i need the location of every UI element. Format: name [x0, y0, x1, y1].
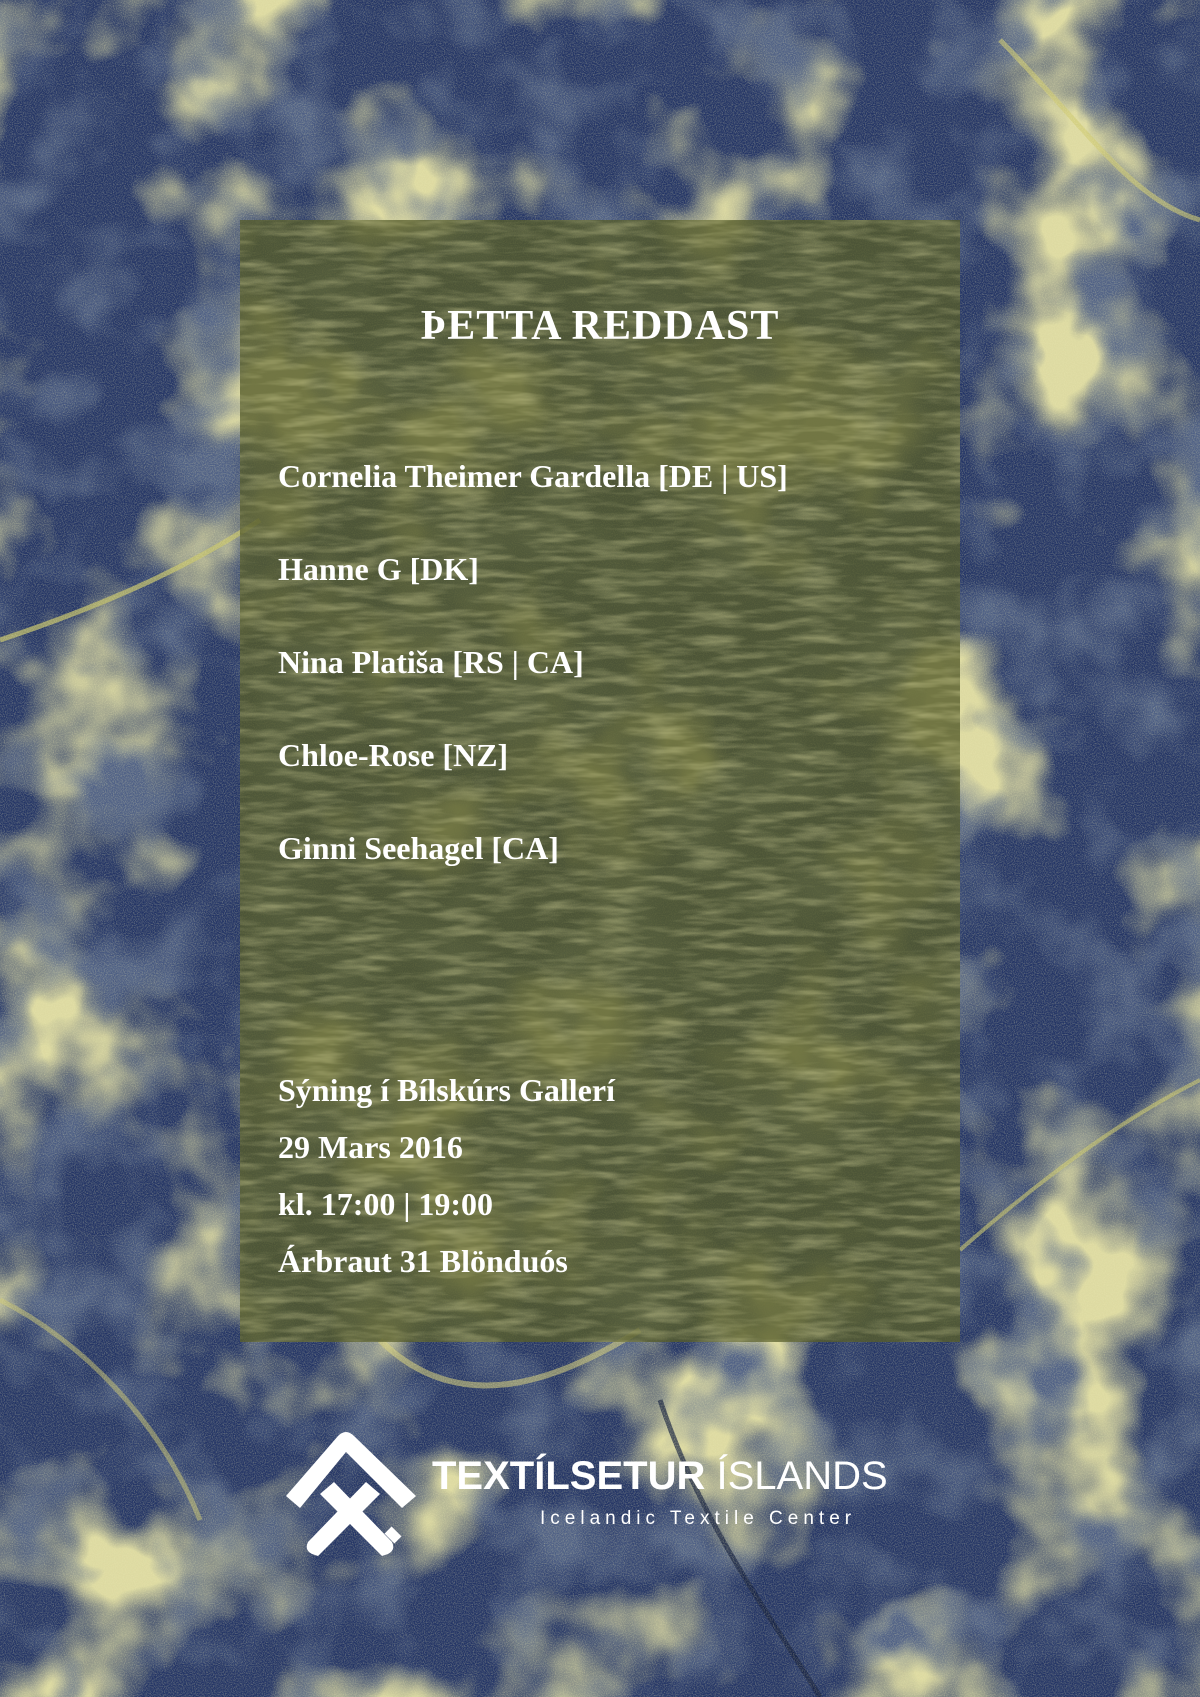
artist-name: Cornelia Theimer Gardella [DE | US]	[278, 458, 788, 494]
artist-name: Hanne G [DK]	[278, 551, 479, 587]
event-address: Árbraut 31 Blönduós	[278, 1243, 568, 1279]
artist-name: Nina Platiša [RS | CA]	[278, 644, 584, 680]
artist-list	[278, 460, 788, 925]
event-date: 29 Mars 2016	[278, 1129, 463, 1165]
event-info	[278, 1074, 615, 1302]
logo-subtitle: Icelandic Textile Center	[540, 1508, 857, 1529]
poster-title: ÞETTA REDDAST	[420, 303, 780, 349]
artist-name: Ginni Seehagel [CA]	[278, 830, 559, 866]
event-time: kl. 17:00 | 19:00	[278, 1186, 494, 1222]
logo-name-light: ÍSLANDS	[716, 1454, 888, 1498]
textile-center-logo-icon	[276, 1428, 426, 1558]
event-venue: Sýning í Bílskúrs Gallerí	[278, 1072, 615, 1108]
textile-center-logo	[276, 1428, 916, 1558]
artist-name: Chloe-Rose [NZ]	[278, 737, 509, 773]
logo-name-bold: TEXTÍLSETUR	[432, 1454, 706, 1498]
logo-name	[432, 1454, 888, 1499]
content-panel	[240, 220, 960, 1342]
